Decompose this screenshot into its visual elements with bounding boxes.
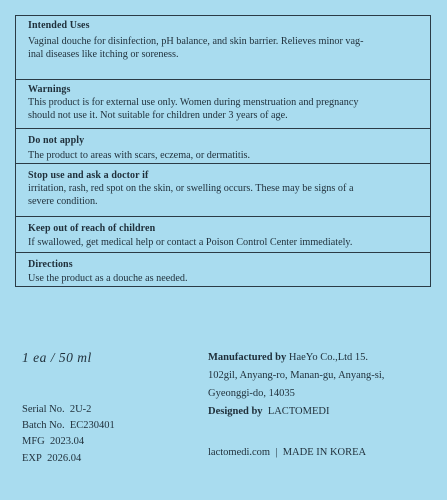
section-line: Vaginal douche for disinfection, pH balance, and skin barrier. Relieves minor vag- [28, 36, 364, 47]
designer-value: LACTOMEDI [267, 406, 330, 417]
manufacturer-label: Manufactured by [208, 352, 287, 363]
serial-number [22, 404, 91, 416]
batch-number [22, 420, 115, 432]
batch-label: Batch No. [22, 420, 65, 431]
designer-line [208, 404, 433, 419]
section-title: Intended Uses [28, 20, 90, 31]
mfg-date [22, 436, 84, 448]
origin-label: MADE IN KOREA [282, 447, 367, 458]
mfg-label: MFG [22, 436, 45, 447]
section-intended-uses [16, 16, 430, 79]
exp-value: 2026.04 [47, 453, 82, 464]
website-origin-line [208, 445, 433, 460]
manufacturer-line1 [208, 350, 433, 365]
designer-label: Designed by [208, 406, 263, 417]
serial-value: 2U-2 [69, 404, 92, 415]
serial-label: Serial No. [22, 404, 65, 415]
manufacturer-address-line3: Gyeonggi-do, 14035 [208, 388, 295, 399]
quantity: 1 ea / 50 ml [22, 350, 92, 365]
mfg-value: 2023.04 [50, 436, 85, 447]
exp-date [22, 453, 81, 465]
section-line: severe condition. [28, 196, 98, 207]
manufacturer-block [208, 350, 433, 460]
quantity-block [22, 350, 192, 366]
section-title: Keep out of reach of children [28, 223, 156, 234]
section-keep-out [16, 216, 430, 252]
section-line: The product to areas with scars, eczema, or dermatitis. [28, 150, 251, 161]
manufacturer-name: HaeYo Co.,Ltd 15. [288, 352, 369, 363]
batch-value: EC230401 [69, 420, 115, 431]
section-line: This product is for external use only. Women during menstruation and pregnancy [28, 97, 359, 108]
section-line: should not use it. Not suitable for children under 3 years of age. [28, 110, 288, 121]
website-link: lactomedi.com [208, 447, 271, 458]
section-directions [16, 252, 430, 286]
section-line: irritation, rash, red spot on the skin, or swelling occurs. These may be signs of a [28, 183, 354, 194]
label-info-panel [15, 15, 431, 287]
section-line: Use the product as a douche as needed. [28, 273, 188, 284]
section-title: Do not apply [28, 135, 85, 146]
section-stop-use [16, 163, 430, 215]
section-line: inal diseases like itching or soreness. [28, 49, 179, 60]
section-title: Directions [28, 259, 73, 270]
section-title: Stop use and ask a doctor if [28, 170, 149, 181]
section-do-not-apply [16, 128, 430, 163]
exp-label: EXP [22, 453, 42, 464]
section-line: If swallowed, get medical help or contact a Poison Control Center immediately. [28, 237, 353, 248]
separator: | [275, 447, 278, 458]
manufacturer-address-line2: 102gil, Anyang-ro, Manan-gu, Anyang-si, [208, 370, 385, 381]
section-title: Warnings [28, 84, 71, 95]
